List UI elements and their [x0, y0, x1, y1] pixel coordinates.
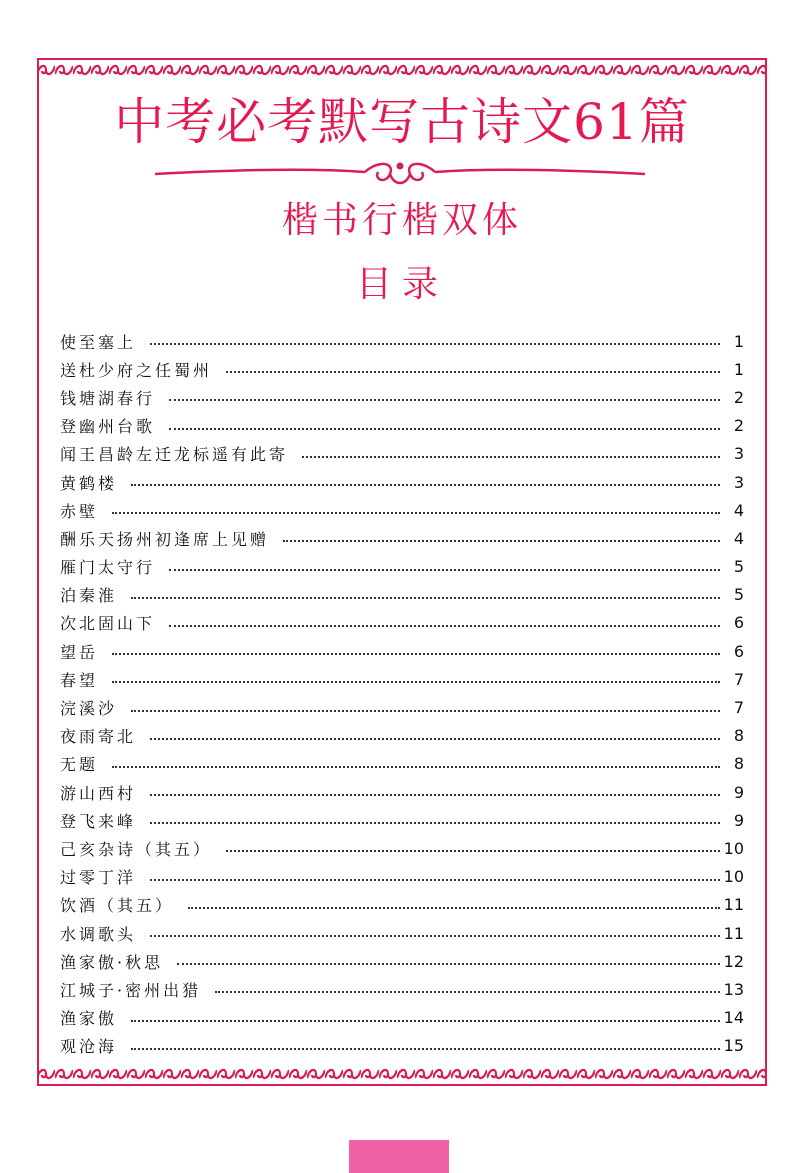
toc-entry[interactable]	[60, 919, 744, 947]
toc-heading: 目录	[355, 264, 448, 305]
toc-entry[interactable]	[60, 834, 744, 862]
ornament-flourish-divider	[150, 156, 650, 192]
toc-dot-leader	[169, 399, 720, 401]
toc-entry-title: 使至塞上	[60, 332, 137, 352]
toc-entry[interactable]	[60, 440, 744, 468]
toc-dot-leader	[169, 625, 720, 627]
toc-dot-leader	[131, 1048, 720, 1050]
toc-entry-title: 春望	[60, 670, 99, 690]
toc-entry-title: 赤壁	[60, 501, 99, 521]
toc-dot-leader	[302, 456, 720, 458]
toc-entry-page-number: 1	[733, 359, 744, 379]
toc-entry-page-number: 2	[733, 387, 744, 407]
toc-entry-page-number: 8	[733, 754, 744, 774]
toc-entry[interactable]	[60, 327, 744, 355]
toc-entry-page-number: 5	[733, 585, 744, 605]
toc-entry[interactable]	[60, 1032, 744, 1060]
toc-dot-leader	[131, 1020, 720, 1022]
toc-entry-page-number: 2	[733, 416, 744, 436]
toc-entry-page-number: 9	[733, 810, 744, 830]
toc-entry[interactable]	[60, 355, 744, 383]
toc-entry-title: 次北固山下	[60, 614, 156, 634]
toc-entry-title: 泊秦淮	[60, 586, 118, 606]
toc-entry-title: 夜雨寄北	[60, 727, 137, 747]
toc-entry-page-number: 4	[733, 528, 744, 548]
toc-entry[interactable]	[60, 637, 744, 665]
toc-entry-title: 闻王昌龄左迁龙标遥有此寄	[60, 445, 289, 465]
toc-entry-page-number: 5	[733, 557, 744, 577]
toc-entry-page-number: 4	[733, 500, 744, 520]
toc-entry-title: 雁门太守行	[60, 558, 156, 578]
toc-entry[interactable]	[60, 553, 744, 581]
page-subtitle: 楷书行楷双体	[281, 200, 522, 241]
toc-entry-title: 望岳	[60, 642, 99, 662]
toc-entry[interactable]	[60, 581, 744, 609]
toc-dot-leader	[112, 512, 720, 514]
toc-entry[interactable]	[60, 863, 744, 891]
toc-entry-title: 过零丁洋	[60, 868, 137, 888]
toc-entry-page-number: 12	[723, 951, 744, 971]
toc-entry-page-number: 3	[733, 472, 744, 492]
toc-entry-page-number: 10	[723, 838, 744, 858]
toc-entry-title: 黄鹤楼	[60, 473, 118, 493]
toc-dot-leader	[226, 371, 720, 373]
toc-entry-page-number: 11	[723, 923, 744, 943]
toc-entry-page-number: 1	[733, 331, 744, 351]
toc-dot-leader	[131, 597, 720, 599]
toc-entry-title: 无题	[60, 755, 99, 775]
table-of-contents	[60, 327, 744, 1060]
toc-dot-leader	[226, 850, 720, 852]
toc-entry-title: 观沧海	[60, 1037, 118, 1057]
toc-entry[interactable]	[60, 750, 744, 778]
toc-entry[interactable]	[60, 947, 744, 975]
toc-entry[interactable]	[60, 806, 744, 834]
toc-entry-title: 游山西村	[60, 783, 137, 803]
toc-entry[interactable]	[60, 1004, 744, 1032]
toc-entry[interactable]	[60, 412, 744, 440]
toc-entry-page-number: 11	[723, 895, 744, 915]
toc-entry[interactable]	[60, 468, 744, 496]
toc-dot-leader	[188, 907, 720, 909]
toc-entry-title: 钱塘湖春行	[60, 388, 156, 408]
toc-dot-leader	[283, 540, 720, 542]
bottom-meander-border	[37, 1064, 767, 1084]
toc-entry-page-number: 13	[723, 979, 744, 999]
toc-entry-page-number: 8	[733, 726, 744, 746]
toc-entry-page-number: 7	[733, 669, 744, 689]
toc-entry[interactable]	[60, 524, 744, 552]
toc-dot-leader	[150, 935, 720, 937]
top-meander-border	[37, 60, 767, 80]
toc-entry[interactable]	[60, 891, 744, 919]
toc-entry-page-number: 15	[723, 1036, 744, 1056]
toc-entry[interactable]	[60, 778, 744, 806]
page-edge-tab	[349, 1140, 449, 1173]
toc-dot-leader	[150, 822, 720, 824]
toc-entry[interactable]	[60, 693, 744, 721]
toc-dot-leader	[150, 738, 720, 740]
toc-dot-leader	[150, 343, 720, 345]
toc-entry[interactable]	[60, 609, 744, 637]
toc-dot-leader	[177, 963, 720, 965]
toc-dot-leader	[169, 428, 720, 430]
toc-dot-leader	[112, 653, 720, 655]
toc-entry-title: 渔家傲·秋思	[60, 952, 164, 972]
toc-entry-title: 登飞来峰	[60, 811, 137, 831]
toc-entry-title: 江城子·密州出猎	[60, 980, 202, 1000]
toc-entry-page-number: 3	[733, 444, 744, 464]
toc-dot-leader	[112, 681, 720, 683]
toc-entry-page-number: 10	[723, 867, 744, 887]
page-title: 中考必考默写古诗文61篇	[114, 93, 690, 151]
toc-entry-title: 酬乐天扬州初逢席上见赠	[60, 529, 270, 549]
toc-entry[interactable]	[60, 383, 744, 411]
toc-entry-title: 送杜少府之任蜀州	[60, 360, 213, 380]
toc-entry-page-number: 6	[733, 641, 744, 661]
toc-dot-leader	[169, 569, 720, 571]
toc-dot-leader	[150, 879, 720, 881]
toc-entry-page-number: 14	[723, 1008, 744, 1028]
toc-entry[interactable]	[60, 722, 744, 750]
toc-entry-page-number: 6	[733, 613, 744, 633]
toc-entry-title: 己亥杂诗（其五）	[60, 839, 213, 859]
toc-entry-title: 渔家傲	[60, 1009, 118, 1029]
toc-dot-leader	[112, 766, 720, 768]
toc-dot-leader	[215, 991, 720, 993]
toc-entry-title: 水调歌头	[60, 924, 137, 944]
toc-entry-title: 浣溪沙	[60, 699, 118, 719]
toc-entry[interactable]	[60, 975, 744, 1003]
toc-entry[interactable]	[60, 665, 744, 693]
toc-dot-leader	[150, 794, 720, 796]
toc-dot-leader	[131, 710, 720, 712]
toc-entry-title: 饮酒（其五）	[60, 896, 175, 916]
toc-entry-page-number: 9	[733, 782, 744, 802]
toc-dot-leader	[131, 484, 720, 486]
toc-entry-title: 登幽州台歌	[60, 417, 156, 437]
toc-entry[interactable]	[60, 496, 744, 524]
toc-entry-page-number: 7	[733, 698, 744, 718]
